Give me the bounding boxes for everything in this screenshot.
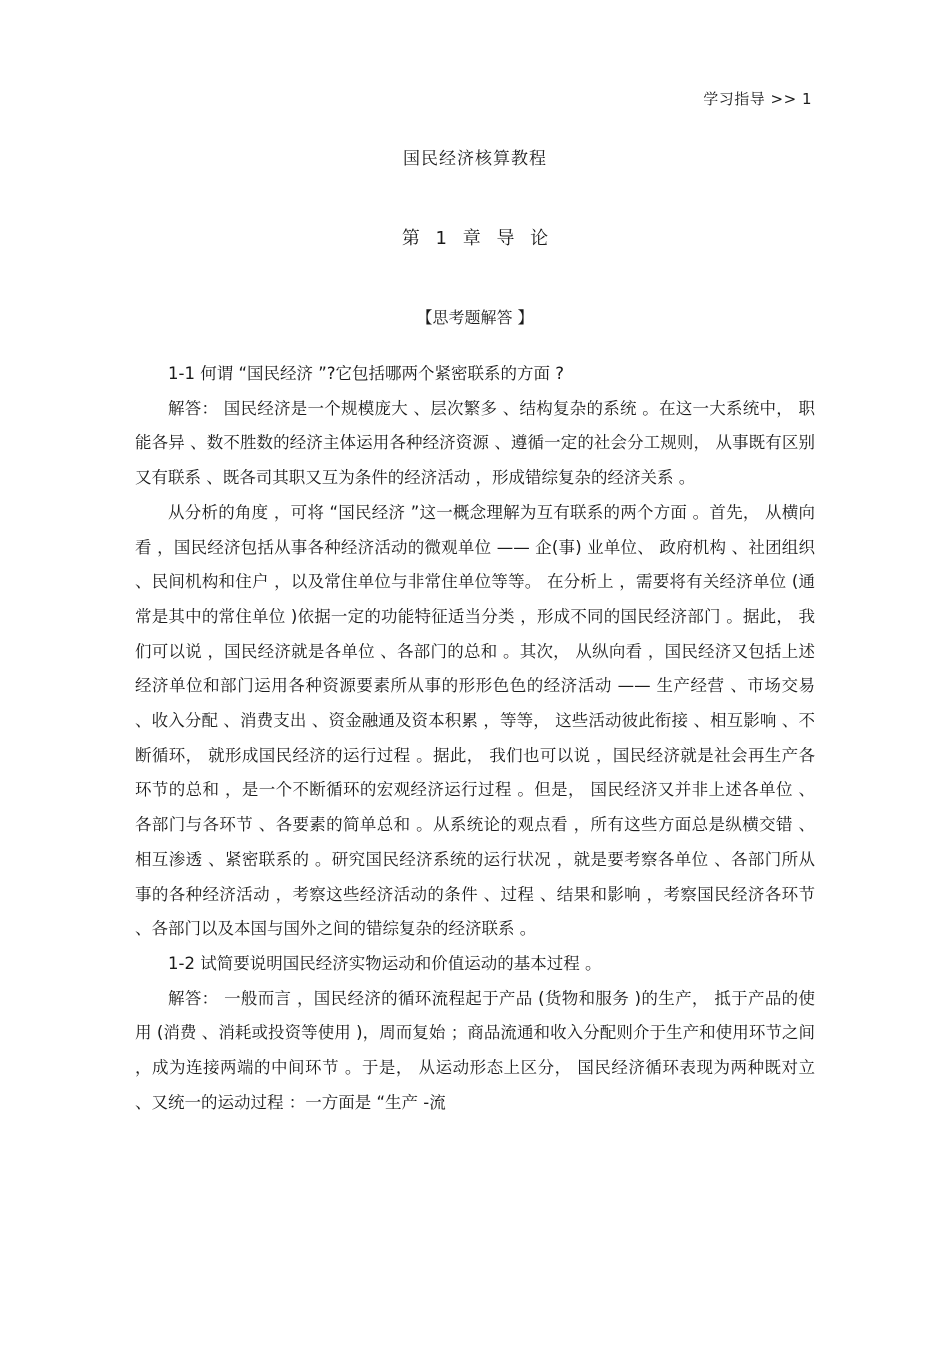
book-title: 国民经济核算教程 <box>403 149 547 169</box>
page-header: 学习指导 >> 1 <box>703 90 812 108</box>
answer-1-1-part-1: 解答： 国民经济是一个规模庞大 、层次繁多 、结构复杂的系统 。在这一大系统中， 职能各异 、数不胜数的经济主体运用各种经济资源 、遵循一定的社会分工规则， 从事既有区别又有联系 、既各司其职又互为条件的经济活动 ，形成错综复杂的经济关系 。 <box>135 398 815 488</box>
answer-1-1-part-2: 从分析的角度 ，可将 “国民经济 ”这一概念理解为互有联系的两个方面 。首先， 从横向看 ，国民经济包括从事各种经济活动的微观单位 —— 企(事) 业单位、 政府机构 、社团组织 、民间机构和住户 ，以及常住单位与非常住单位等等。 在分析上 ，需要将有关经济单位 (通常是其中的常住单位 )依据一定的功能特征适当分类 ，形成不同的国民经济部门 。据此， 我们可以说 ，国民经济就是各单位 、各部门的总和 。其次， 从纵向看 ，国民经济又包括上述经济单位和部门运用各种资源要素所从事的形形色色的经济活动 —— 生产经营 、市场交易 、收入分配 、消费支出 、资金融通及资本积累 ，等等， 这些活动彼此衔接 、相互影响 、不断循环， 就形成国民经济的运行过程 。据此， 我们也可以说 ，国民经济就是社会再生产各环节的总和 ，是一个不断循环的宏观经济运行过程 。但是， 国民经济又并非上述各单位 、各部门与各环节 、各要素的简单总和 。从系统论的观点看 ，所有这些方面总是纵横交错 、相互渗透 、紧密联系的 。研究国民经济系统的运行状况 ，就是要考察各单位 、各部门所从事的各种经济活动 ，考察这些经济活动的条件 、过程 、结果和影响 ，考察国民经济各环节 、各部门以及本国与国外之间的错综复杂的经济联系 。 <box>135 502 815 939</box>
question-1-1: 1-1 何谓 “国民经济 ”?它包括哪两个紧密联系的方面 ? <box>168 364 565 383</box>
chapter-title: 第 1 章 导 论 <box>401 228 549 249</box>
section-title: 【思考题解答 】 <box>416 308 534 327</box>
body-text <box>135 357 815 1120</box>
answer-1-2: 解答： 一般而言 ，国民经济的循环流程起于产品 (货物和服务 )的生产， 抵于产品的使用 (消费 、消耗或投资等使用 )，周而复始 ；商品流通和收入分配则介于生产和使用环节之间 ，成为连接两端的中间环节 。于是， 从运动形态上区分， 国民经济循环表现为两种既对立 、又统一的运动过程 ：一方面是 “生产 -流 <box>135 988 815 1112</box>
question-1-2: 1-2 试简要说明国民经济实物运动和价值运动的基本过程 。 <box>168 953 602 973</box>
